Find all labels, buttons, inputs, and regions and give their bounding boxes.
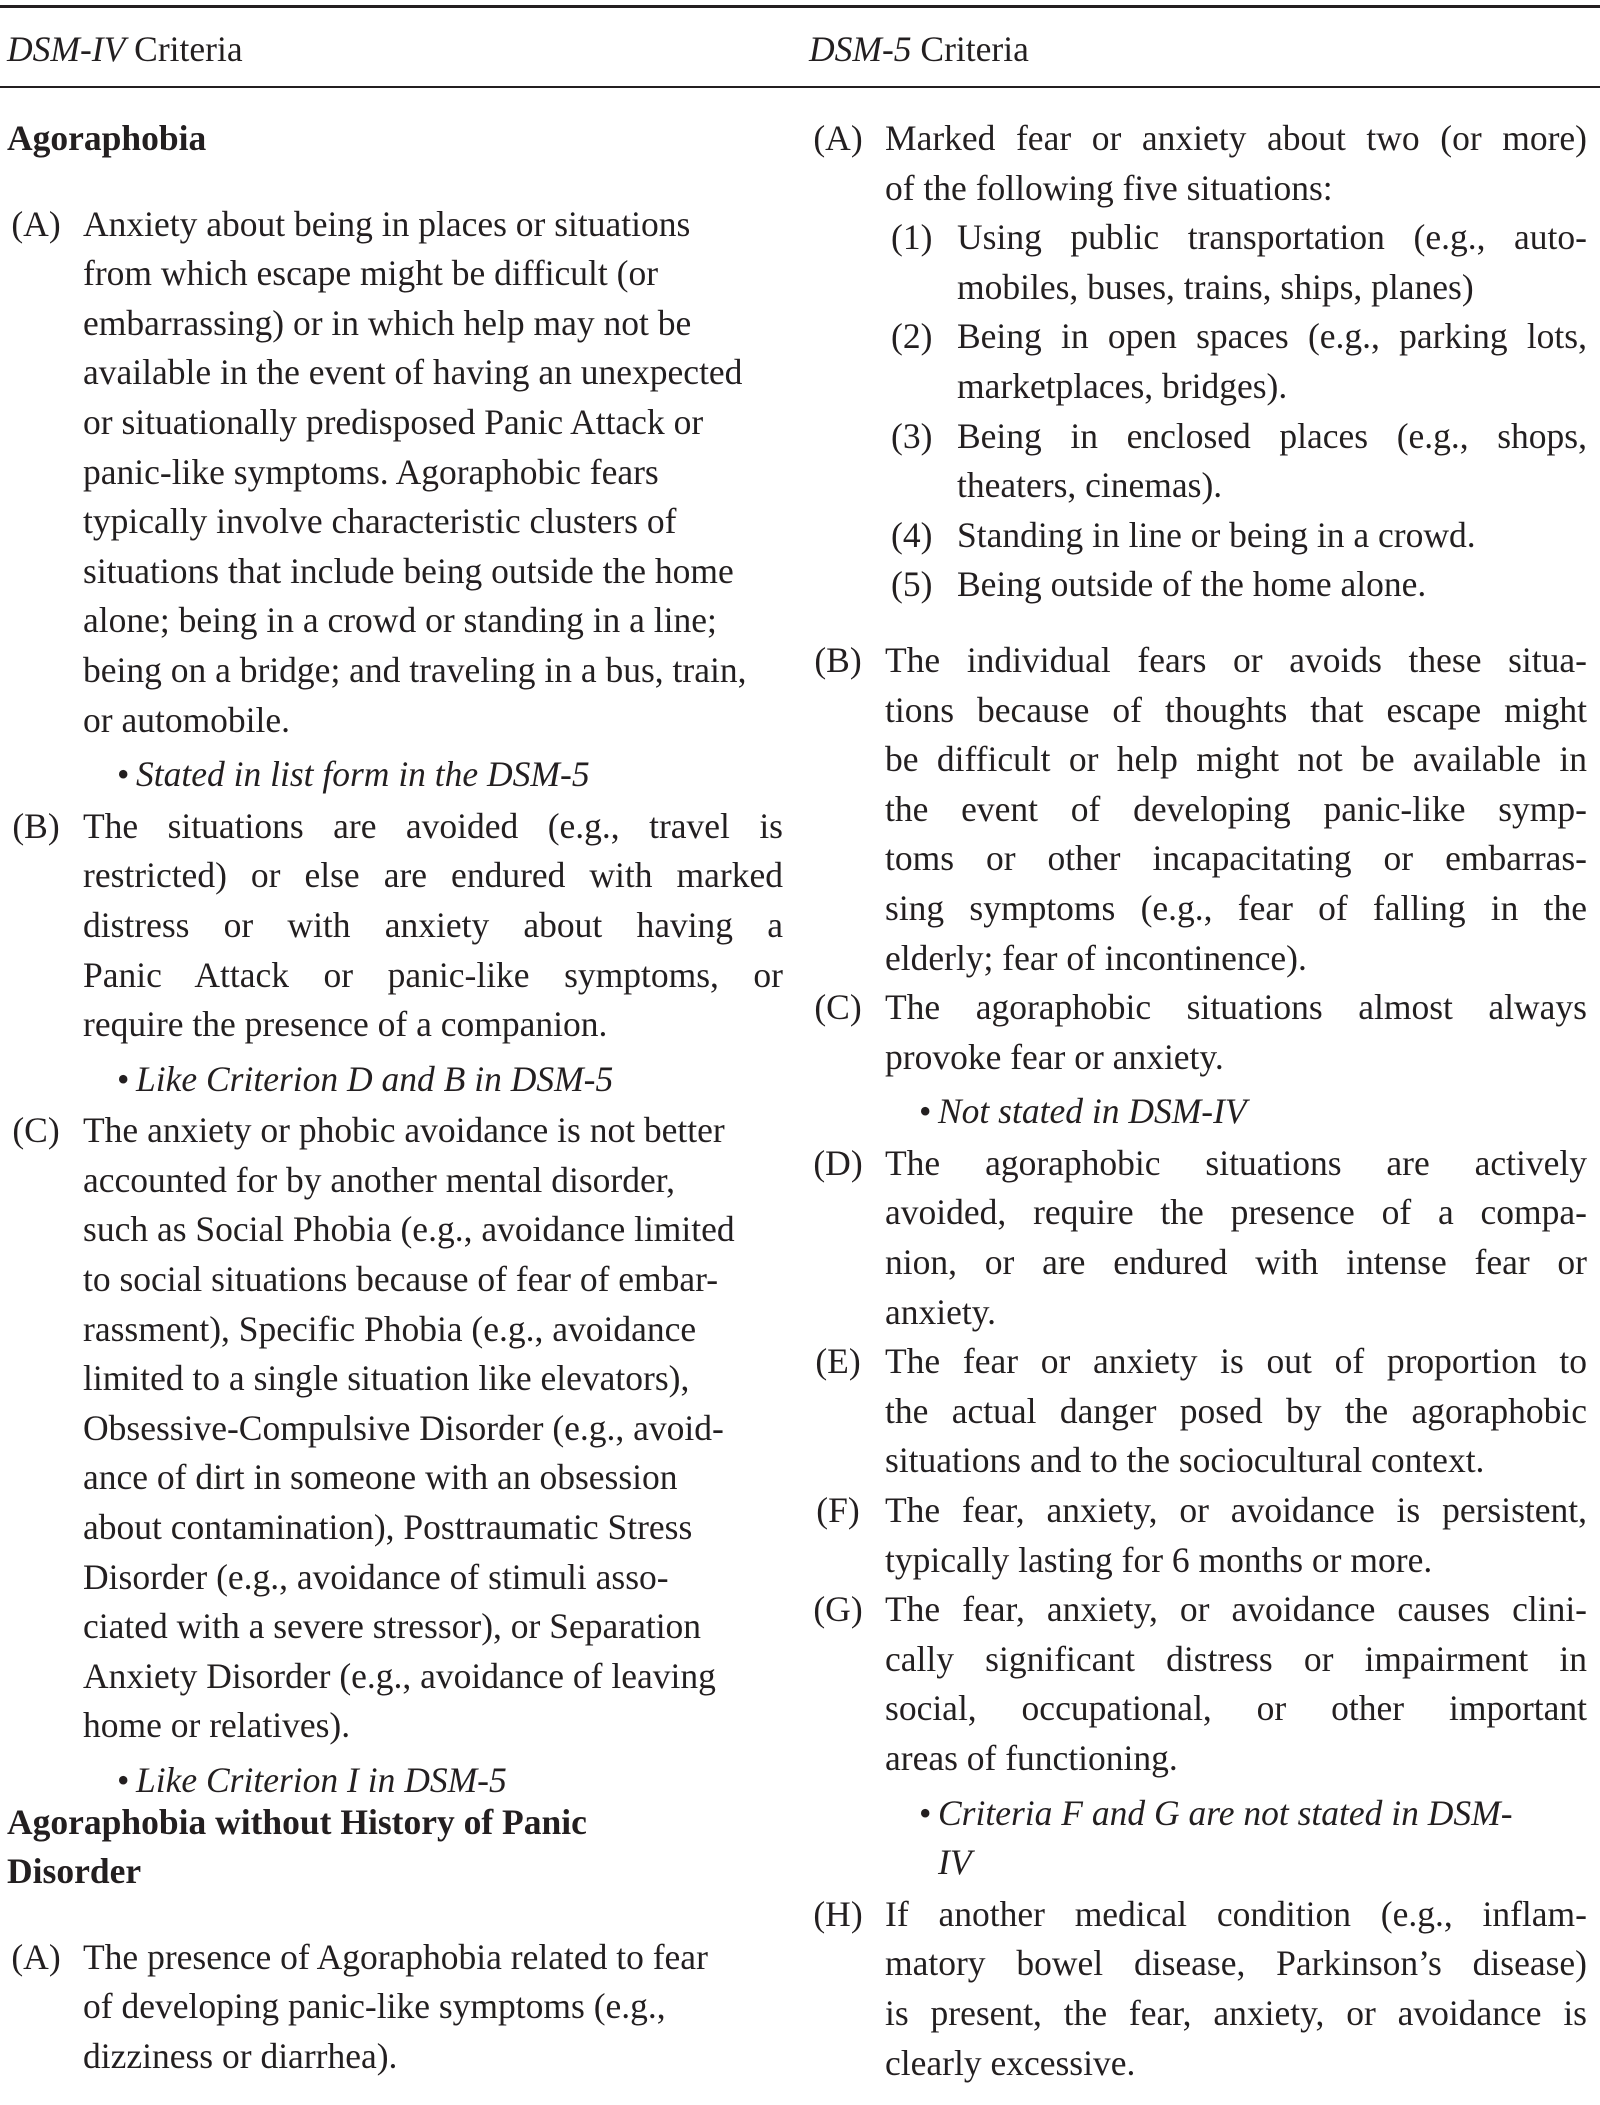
- text-line: Agoraphobia: [7, 118, 207, 158]
- text-line: rassment), Specific Phobia (e.g., avoidance: [83, 1308, 697, 1349]
- text-line: typically involve characteristic clusters of: [83, 501, 677, 542]
- text-line: or situationally predisposed Panic Attack or: [83, 401, 704, 442]
- sub-criterion: [809, 560, 1587, 610]
- sub-criterion: [809, 412, 1587, 511]
- criterion-label: (B): [12, 805, 60, 846]
- sub-criterion: [809, 312, 1587, 411]
- section-heading: [7, 114, 783, 164]
- header-left-italic: DSM-IV: [7, 29, 126, 69]
- criterion-label: (E): [815, 1341, 861, 1382]
- text-line: The situations are avoided (e.g., travel is: [83, 805, 783, 846]
- text-line: the actual danger posed by the agoraphobic: [885, 1390, 1587, 1431]
- text-line: anxiety.: [885, 1291, 997, 1332]
- text-line: mobiles, buses, trains, ships, planes): [957, 266, 1474, 307]
- text-line: Being in enclosed places (e.g., shops,: [957, 415, 1587, 456]
- text-line: Disorder (e.g., avoidance of stimuli asso-: [83, 1556, 669, 1597]
- header-right-italic: DSM-5: [809, 29, 912, 69]
- text-line: to social situations because of fear of embar-: [83, 1259, 719, 1300]
- text-line: Being in open spaces (e.g., parking lots,: [957, 316, 1587, 357]
- text-line: The fear, anxiety, or avoidance is persistent,: [885, 1490, 1587, 1531]
- text-line: elderly; fear of incontinence).: [885, 937, 1307, 978]
- text-line: Like Criterion D and B in DSM-5: [136, 1058, 614, 1099]
- text-line: Panic Attack or panic-like symptoms, or: [83, 954, 783, 995]
- text-line: matory bowel disease, Parkinson’s disease): [885, 1943, 1587, 1984]
- header-rule: [0, 86, 1600, 88]
- text-line: toms or other incapacitating or embarras-: [885, 838, 1587, 879]
- text-line: about contamination), Posttraumatic Stress: [83, 1507, 693, 1548]
- criterion: [809, 1139, 1587, 1337]
- criterion-label: (A): [11, 1936, 61, 1977]
- criterion-label: (H): [813, 1893, 863, 1934]
- text-line: The individual fears or avoids these situa-: [885, 639, 1587, 680]
- criterion: [7, 1933, 783, 2082]
- text-line: such as Social Phobia (e.g., avoidance limited: [83, 1209, 735, 1250]
- criterion-label: (3): [891, 415, 933, 456]
- header-right-rest: Criteria: [911, 29, 1029, 69]
- text-line: If another medical condition (e.g., inflam-: [885, 1893, 1587, 1934]
- text-line: The agoraphobic situations are actively: [885, 1142, 1587, 1183]
- text-line: situations and to the sociocultural context.: [885, 1440, 1485, 1481]
- bullet-icon: •: [117, 754, 130, 795]
- text-line: dizziness or diarrhea).: [83, 2035, 398, 2076]
- bullet-icon: •: [117, 1760, 130, 1800]
- text-line: is present, the fear, anxiety, or avoidance is: [885, 1992, 1587, 2033]
- text-line: Stated in list form in the DSM-5: [136, 754, 590, 795]
- text-line: Criteria F and G are not stated in DSM-: [938, 1792, 1513, 1833]
- criterion: [7, 1106, 783, 1751]
- comparison-note: [809, 1789, 1587, 1888]
- text-line: situations that include being outside the home: [83, 550, 734, 591]
- comparison-note: [7, 750, 783, 800]
- text-line: sing symptoms (e.g., fear of falling in the: [885, 887, 1587, 928]
- dsm-iv-column: [7, 114, 783, 2082]
- criterion: [809, 1890, 1587, 2088]
- text-line: restricted) or else are endured with marked: [83, 855, 783, 896]
- text-line: theaters, cinemas).: [957, 465, 1223, 506]
- text-line: from which escape might be difficult (or: [83, 253, 659, 294]
- criterion-label: (A): [813, 118, 863, 158]
- header-left-rest: Criteria: [125, 29, 243, 69]
- criterion: [809, 114, 1587, 213]
- text-line: require the presence of a companion.: [83, 1004, 608, 1045]
- text-line: provoke fear or anxiety.: [885, 1036, 1224, 1077]
- criterion: [809, 1585, 1587, 1783]
- text-line: Obsessive-Compulsive Disorder (e.g., avoid-: [83, 1407, 724, 1448]
- criterion-label: (5): [891, 564, 933, 605]
- criterion-label: (G): [813, 1589, 863, 1630]
- text-line: Using public transportation (e.g., auto-: [957, 217, 1587, 258]
- text-line: The fear, anxiety, or avoidance causes clini-: [885, 1589, 1587, 1630]
- bullet-icon: •: [919, 1792, 932, 1833]
- text-line: marketplaces, bridges).: [957, 365, 1288, 406]
- column-header-dsm-5: [809, 25, 1029, 73]
- text-line: panic-like symptoms. Agoraphobic fears: [83, 451, 659, 492]
- text-line: Anxiety about being in places or situations: [83, 203, 691, 244]
- sub-criterion: [809, 213, 1587, 312]
- text-line: Not stated in DSM-IV: [938, 1091, 1247, 1132]
- text-line: nion, or are endured with intense fear or: [885, 1242, 1587, 1283]
- top-rule: [0, 5, 1600, 8]
- criterion: [7, 802, 783, 1050]
- text-line: or automobile.: [83, 699, 291, 740]
- text-line: tions because of thoughts that escape might: [885, 689, 1587, 730]
- criterion: [809, 636, 1587, 983]
- text-line: distress or with anxiety about having a: [83, 904, 783, 945]
- text-line: The fear or anxiety is out of proportion to: [885, 1341, 1587, 1382]
- text-line: The anxiety or phobic avoidance is not better: [83, 1110, 725, 1151]
- text-line: available in the event of having an unexpected: [83, 352, 743, 393]
- text-line: accounted for by another mental disorder,: [83, 1159, 675, 1200]
- text-line: areas of functioning.: [885, 1738, 1178, 1778]
- criterion-label: (C): [12, 1110, 60, 1151]
- text-line: of developing panic-like symptoms (e.g.,: [83, 1986, 666, 2027]
- dsm-5-column: [809, 114, 1587, 2088]
- text-line: Marked fear or anxiety about two (or more): [885, 118, 1587, 158]
- text-line: Standing in line or being in a crowd.: [957, 514, 1476, 555]
- text-line: be difficult or help might not be available in: [885, 739, 1587, 780]
- criterion: [7, 200, 783, 746]
- criterion-label: (D): [813, 1142, 863, 1183]
- text-line: The presence of Agoraphobia related to fear: [83, 1936, 708, 1977]
- sub-criterion: [809, 511, 1587, 561]
- criterion-label: (C): [814, 987, 862, 1028]
- text-line: Disorder: [7, 1851, 142, 1892]
- text-line: ance of dirt in someone with an obsession: [83, 1457, 678, 1498]
- criterion-label: (B): [814, 639, 862, 680]
- text-line: Agoraphobia without History of Panic: [7, 1801, 587, 1842]
- text-line: the event of developing panic-like symp-: [885, 788, 1587, 829]
- section-heading: [7, 1798, 783, 1897]
- text-line: embarrassing) or in which help may not be: [83, 302, 692, 343]
- text-line: Like Criterion I in DSM-5: [136, 1760, 507, 1800]
- text-line: Being outside of the home alone.: [957, 564, 1427, 605]
- text-line: alone; being in a crowd or standing in a line;: [83, 600, 717, 641]
- criterion-label: (A): [11, 203, 61, 244]
- comparison-note: [809, 1087, 1587, 1137]
- criterion-label: (1): [891, 217, 933, 258]
- text-line: Anxiety Disorder (e.g., avoidance of leaving: [83, 1655, 716, 1696]
- text-line: clearly excessive.: [885, 2042, 1136, 2083]
- criterion: [809, 1486, 1587, 1585]
- criterion-label: (2): [891, 316, 933, 357]
- text-line: cally significant distress or impairment in: [885, 1638, 1587, 1679]
- bullet-icon: •: [117, 1058, 130, 1099]
- text-line: home or relatives).: [83, 1705, 351, 1746]
- text-line: ciated with a severe stressor), or Separation: [83, 1606, 702, 1647]
- text-line: being on a bridge; and traveling in a bus, train,: [83, 649, 747, 690]
- text-line: typically lasting for 6 months or more.: [885, 1539, 1433, 1580]
- text-line: social, occupational, or other important: [885, 1688, 1587, 1729]
- criterion: [809, 983, 1587, 1082]
- text-line: avoided, require the presence of a compa-: [885, 1192, 1587, 1233]
- criterion-label: (4): [891, 514, 933, 555]
- column-header-dsm-iv: [7, 25, 243, 73]
- text-line: of the following five situations:: [885, 167, 1333, 208]
- criterion: [809, 1337, 1587, 1486]
- criterion-label: (F): [816, 1490, 860, 1531]
- bullet-icon: •: [919, 1091, 932, 1132]
- text-line: limited to a single situation like elevators),: [83, 1358, 690, 1399]
- text-line: IV: [938, 1842, 972, 1883]
- comparison-note: [7, 1055, 783, 1105]
- text-line: The agoraphobic situations almost always: [885, 987, 1587, 1028]
